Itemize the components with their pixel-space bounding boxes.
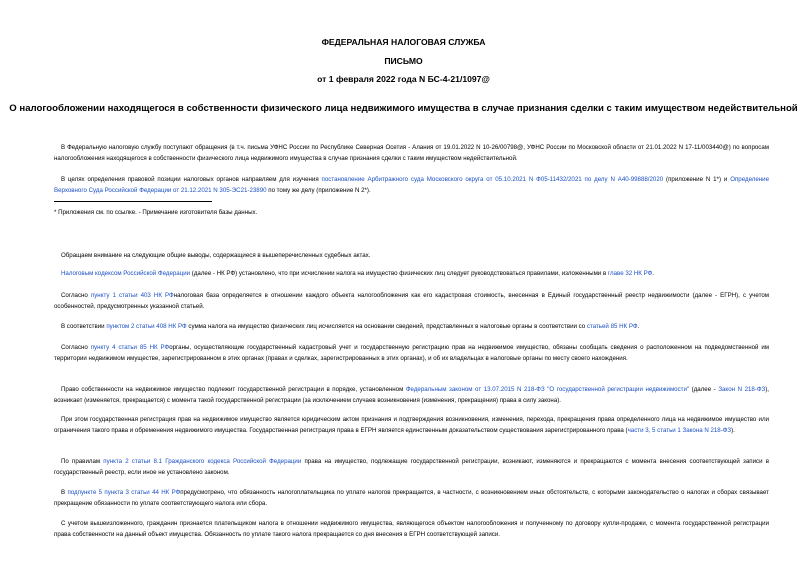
paragraph-9-text-b: ). bbox=[731, 427, 735, 434]
paragraph-3-text: Обращаем внимание на следующие общие выводы, содержащиеся в вышеперечисленных судебных актах. bbox=[61, 252, 371, 259]
paragraph-11-text-b: предусмотрено, что обязанность налогоплательщика по уплате налогов прекращается, в частности, с возникновением иных обстоятельств, с которыми законодательство о налогах и сборах связывает прекращение обязанности по уплате соответствующего налога или сбора. bbox=[54, 489, 769, 507]
paragraph-2 bbox=[54, 174, 769, 196]
paragraph-7-text-b: органы, осуществляющие государственный кадастровый учет и государственную регистрацию прав на недвижимое имущество, обязаны сообщать сведения о расположенном на подведомственной им территории недвижимом имуществе, зарегистрированном в этих органах (правах и сделках, зарегистрированных в этих органах), и об их владельцах в налоговые органы по месту своего нахождения. bbox=[54, 344, 769, 362]
paragraph-4 bbox=[54, 268, 769, 279]
footnote-separator bbox=[54, 201, 212, 202]
link-arbitration-court-ruling[interactable]: постановление Арбитражного суда Московского округа от 05.10.2021 N Ф05-11432/2021 по делу N А40-99888/2020 bbox=[321, 176, 664, 183]
paragraph-7-text-a: Согласно bbox=[61, 344, 91, 351]
link-article-85-p4[interactable]: пункту 4 статьи 85 НК РФ bbox=[90, 344, 170, 351]
link-civil-code-8-1[interactable]: пункта 2 статьи 8.1 Гражданского кодекса Российской Федерации bbox=[103, 458, 302, 465]
agency-title: ФЕДЕРАЛЬНАЯ НАЛОГОВАЯ СЛУЖБА bbox=[321, 37, 486, 47]
paragraph-2-text-c: по тому же делу (приложение N 2*). bbox=[266, 187, 371, 194]
paragraph-3 bbox=[54, 250, 769, 261]
paragraph-1 bbox=[54, 142, 769, 164]
paragraph-12-text: С учетом вышеизложенного, гражданин признается плательщиком налога в отношении недвижимого имущества, являющегося объектом налогообложения и полученному по договору купли-продажи, с момента государственной регистрации права собственности на данный объект имущества. Обязанность по уплате такого налога прекращается со дня внесения в ЕГРН соответствующей записи. bbox=[54, 520, 769, 538]
paragraph-8-text-c: ), возникает (изменяется, прекращается) с момента такой государственной регистрации (за исключением случаев возникновения (изменения, прекращения) права в силу закона). bbox=[54, 386, 770, 404]
link-law-218-short[interactable]: Закон N 218-ФЗ bbox=[718, 386, 766, 393]
paragraph-10-text-a: По правилам bbox=[61, 458, 104, 465]
paragraph-10-text-b: права на имущество, подлежащие государственной регистрации, возникают, изменяются и прекращаются с момента внесения соответствующей записи в государственный реестр, если иное не установлено законом. bbox=[54, 458, 769, 476]
paragraph-6-text-c: . bbox=[637, 323, 640, 330]
footnote: * Приложения см. по ссылке. - Примечание изготовителя базы данных. bbox=[54, 209, 258, 216]
paragraph-2-text-a: В целях определения правовой позиции налоговых органов направляем для изучения bbox=[61, 176, 322, 183]
paragraph-2-text-b: (приложение N 1*) и bbox=[663, 176, 731, 183]
paragraph-4-text-a: (далее - НК РФ) установлено, что при исчислении налога на имущество физических лиц следует руководствоваться правилами, изложенными в bbox=[190, 270, 608, 277]
link-supreme-court-ruling[interactable]: Определение Верховного Суда Российской Федерации от 21.12.2021 N 305-ЭС21-23890 bbox=[54, 176, 770, 194]
paragraph-10 bbox=[54, 456, 769, 478]
paragraph-6 bbox=[54, 321, 769, 332]
paragraph-5-text-a: Согласно bbox=[61, 292, 91, 299]
paragraph-1-text: В Федеральную налоговую службу поступают обращения (в т.ч. письма УФНС России по Республике Северная Осетия - Алания от 19.01.2022 N 10-26/00798@, УФНС России по Московской области от 21.01.2022 N 17-11/003440@) по вопросам налогообложения находящегося в собственности физического лица недвижимого имущества в случае признания сделки с таким имуществом недействительной. bbox=[54, 144, 769, 162]
paragraph-12 bbox=[54, 518, 769, 540]
link-federal-law-218[interactable]: Федеральным законом от 13.07.2015 N 218-ФЗ "О государственной регистрации недвижимости" bbox=[405, 386, 690, 393]
paragraph-11 bbox=[54, 487, 769, 509]
paragraph-6-text-b: сумма налога на имущество физических лиц исчисляется на основании сведений, представленных в налоговые органы в соответствии со bbox=[186, 323, 587, 330]
paragraph-9 bbox=[54, 414, 769, 436]
link-article-408[interactable]: пунктом 2 статьи 408 НК РФ bbox=[106, 323, 187, 330]
paragraph-9-text-a: При этом государственная регистрация прав на недвижимое имущество является юридическим актом признания и подтверждения возникновения, изменения, перехода, прекращения права определенного лица на недвижимое имущество или ограничения такого права и обременения недвижимого имущества. Государственная регистрация права в ЕГРН является единственным доказательством существования зарегистрированного права ( bbox=[54, 416, 769, 434]
document-subject: О налогообложении находящегося в собственности физического лица недвижимого имущества в случае признания сделки с таким имуществом недействительной bbox=[9, 103, 798, 114]
document-type: ПИСЬМО bbox=[384, 56, 423, 66]
paragraph-8 bbox=[54, 384, 769, 406]
link-tax-code[interactable]: Налоговым кодексом Российской Федерации bbox=[61, 270, 191, 277]
link-article-85[interactable]: статьей 85 НК РФ bbox=[586, 323, 638, 330]
link-article-403[interactable]: пункту 1 статьи 403 НК РФ bbox=[90, 292, 174, 299]
paragraph-7 bbox=[54, 342, 769, 364]
paragraph-5-text-b: налоговая база определяется в отношении каждого объекта налогообложения как его кадастровая стоимость, внесенная в Единый государственный реестр недвижимости (далее - ЕГРН), с учетом особенностей, предусмотренных указанной статьей. bbox=[54, 292, 769, 310]
paragraph-6-text-a: В соответствии bbox=[61, 323, 107, 330]
document-date-number: от 1 февраля 2022 года N БС-4-21/1097@ bbox=[317, 74, 490, 84]
paragraph-8-text-a: Право собственности на недвижимое имущество подлежит государственной регистрации в порядке, установленном bbox=[61, 386, 406, 393]
link-law-218-article-1[interactable]: части 3, 5 статьи 1 Закона N 218-ФЗ bbox=[627, 427, 732, 434]
link-chapter-32[interactable]: главе 32 НК РФ bbox=[607, 270, 653, 277]
paragraph-4-text-b: . bbox=[652, 270, 655, 277]
paragraph-8-text-b: (далее - bbox=[689, 386, 719, 393]
link-article-44[interactable]: подпункте 5 пункта 3 статьи 44 НК РФ bbox=[67, 489, 181, 496]
paragraph-11-text-a: В bbox=[61, 489, 68, 496]
paragraph-5 bbox=[54, 290, 769, 312]
